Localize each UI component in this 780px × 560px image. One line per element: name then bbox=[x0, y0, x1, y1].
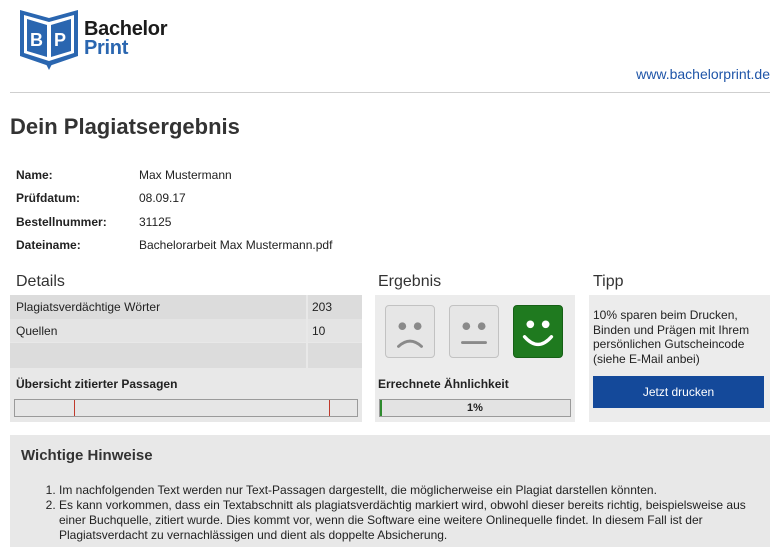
info-row-filename bbox=[16, 234, 332, 258]
details-row bbox=[10, 295, 362, 319]
site-url-link[interactable]: www.bachelorprint.de bbox=[636, 66, 770, 82]
passage-marker bbox=[329, 400, 330, 416]
svg-text:B: B bbox=[30, 30, 43, 50]
details-row-empty bbox=[10, 343, 362, 367]
ergebnis-title: Ergebnis bbox=[378, 273, 442, 290]
info-row-name bbox=[16, 163, 332, 187]
info-label: Dateiname: bbox=[16, 238, 81, 253]
details-row-label: Quellen bbox=[10, 319, 306, 342]
info-value: Bachelorarbeit Max Mustermann.pdf bbox=[139, 238, 333, 253]
info-label: Name: bbox=[16, 167, 53, 182]
header-divider bbox=[10, 92, 770, 93]
similarity-percent: 1% bbox=[467, 402, 483, 414]
info-label: Prüfdatum: bbox=[16, 191, 80, 206]
tipp-text: 10% sparen beim Drucken, Binden und Prägen mit Ihrem persönlichen Gutscheincode (siehe E-Mail anbei) bbox=[593, 308, 750, 366]
info-row-date bbox=[16, 187, 332, 211]
tipp-panel bbox=[589, 295, 770, 422]
neutral-face-icon bbox=[449, 305, 499, 358]
important-notes-title: Wichtige Hinweise bbox=[21, 447, 153, 464]
info-row-order bbox=[16, 210, 332, 234]
info-table bbox=[16, 163, 332, 257]
passages-overview-bar[interactable] bbox=[14, 399, 358, 417]
details-row-label: Plagiatsverdächtige Wörter bbox=[10, 295, 306, 319]
passages-overview-label: Übersicht zitierter Passagen bbox=[16, 377, 178, 391]
svg-text:P: P bbox=[54, 30, 67, 50]
details-row-value bbox=[308, 343, 362, 368]
bp-shield-logo-icon bbox=[18, 6, 80, 70]
print-now-button[interactable]: Jetzt drucken bbox=[593, 376, 764, 408]
similarity-label: Errechnete Ähnlichkeit bbox=[378, 377, 509, 391]
page-title: Dein Plagiatsergebnis bbox=[10, 114, 240, 139]
details-row-label bbox=[10, 343, 306, 368]
info-label: Bestellnummer: bbox=[16, 214, 107, 229]
tipp-title: Tipp bbox=[593, 273, 624, 290]
brand-line-2: Print bbox=[84, 37, 129, 59]
important-notes-panel bbox=[10, 435, 770, 547]
ergebnis-panel bbox=[375, 295, 575, 422]
details-title: Details bbox=[16, 273, 65, 290]
brand-name bbox=[84, 20, 167, 58]
happy-face-icon bbox=[513, 305, 563, 358]
note-item: 1. Im nachfolgenden Text werden nur Text-Passagen dargestellt, die möglicherweise ein Plagiat darstellen könnten. bbox=[59, 483, 759, 498]
important-notes-list bbox=[39, 483, 759, 543]
passage-marker bbox=[74, 400, 75, 416]
details-row-value: 10 bbox=[308, 319, 362, 342]
details-row-value: 203 bbox=[308, 295, 362, 319]
info-value: Max Mustermann bbox=[139, 167, 232, 182]
details-panel bbox=[10, 295, 362, 422]
sad-face-icon bbox=[385, 305, 435, 358]
info-value: 08.09.17 bbox=[139, 191, 186, 206]
brand-line-1: Bachelor bbox=[84, 18, 168, 40]
note-item: 2. Es kann vorkommen, dass ein Textabschnitt als plagiatsverdächtig markiert wird, obwohl dieser bereits richtig, beispielsweise aus einer Buchquelle, zitiert wurde. Dies kommt vor, wenn die Software eine weitere Onlinequelle findet. In diesem Fall ist der Plagiatsverdacht zu vernachlässigen und dient als doppelte Absicherung. bbox=[59, 498, 759, 543]
details-row bbox=[10, 319, 362, 342]
info-value: 31125 bbox=[139, 214, 172, 229]
similarity-bar bbox=[379, 399, 571, 417]
